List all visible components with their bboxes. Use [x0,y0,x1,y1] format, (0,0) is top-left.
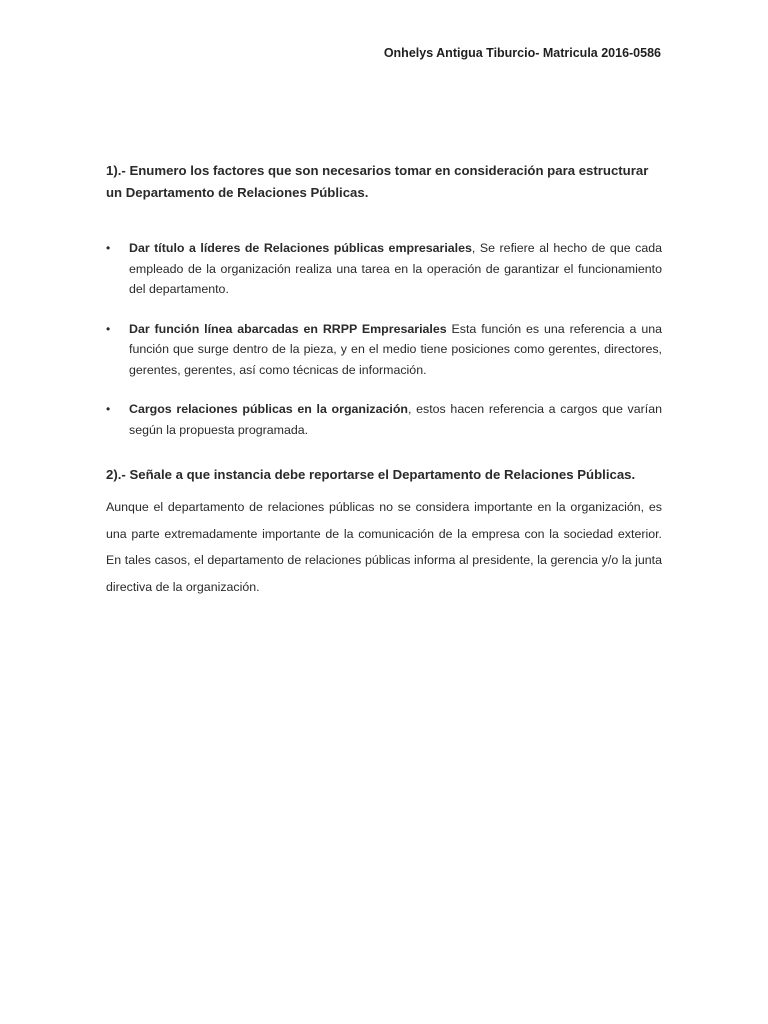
question-1-heading: 1).- Enumero los factores que son necesarios tomar en consideración para estructurar un Departamento de Relaciones Públicas. [106,163,649,200]
question-2-answer: Aunque el departamento de relaciones públicas no se considera importante en la organización, es una parte extremadamente importante de la comunicación de la empresa con la sociedad exterior. En tales casos, el departamento de relaciones públicas informa al presidente, la gerencia y/o la junta directiva de la organización. [106,500,662,594]
document-body [106,160,662,600]
bullet-icon: • [106,321,111,336]
list-item [106,399,662,440]
factor-title: Cargos relaciones públicas en la organización [129,402,408,416]
factor-title: Dar título a líderes de Relaciones públicas empresariales [129,241,472,255]
bullet-icon: • [106,402,111,416]
factor-description: , estos hacen referencia a cargos que varían según la propuesta programada. [129,402,662,437]
factor-description: Esta función es una referencia a una función que surge dentro de la pieza, y en el medio tiene posiciones como gerentes, directores, gerentes, gerentes, así como técnicas de información. [129,321,662,377]
author-header: Onhelys Antigua Tiburcio- Matricula 2016-0586 [383,46,661,60]
bullet-icon: • [106,241,111,255]
factors-list [106,238,662,440]
factor-description: , Se refiere al hecho de que cada empleado de la organización realiza una tarea en la operación de garantizar el funcionamiento del departamento. [129,241,662,296]
list-item [106,238,662,300]
question-2-heading: 2).- Señale a que instancia debe reportarse el Departamento de Relaciones Públicas. [106,467,636,482]
list-item [106,319,662,381]
factor-title: Dar función línea abarcadas en RRPP Empresariales [129,321,447,336]
